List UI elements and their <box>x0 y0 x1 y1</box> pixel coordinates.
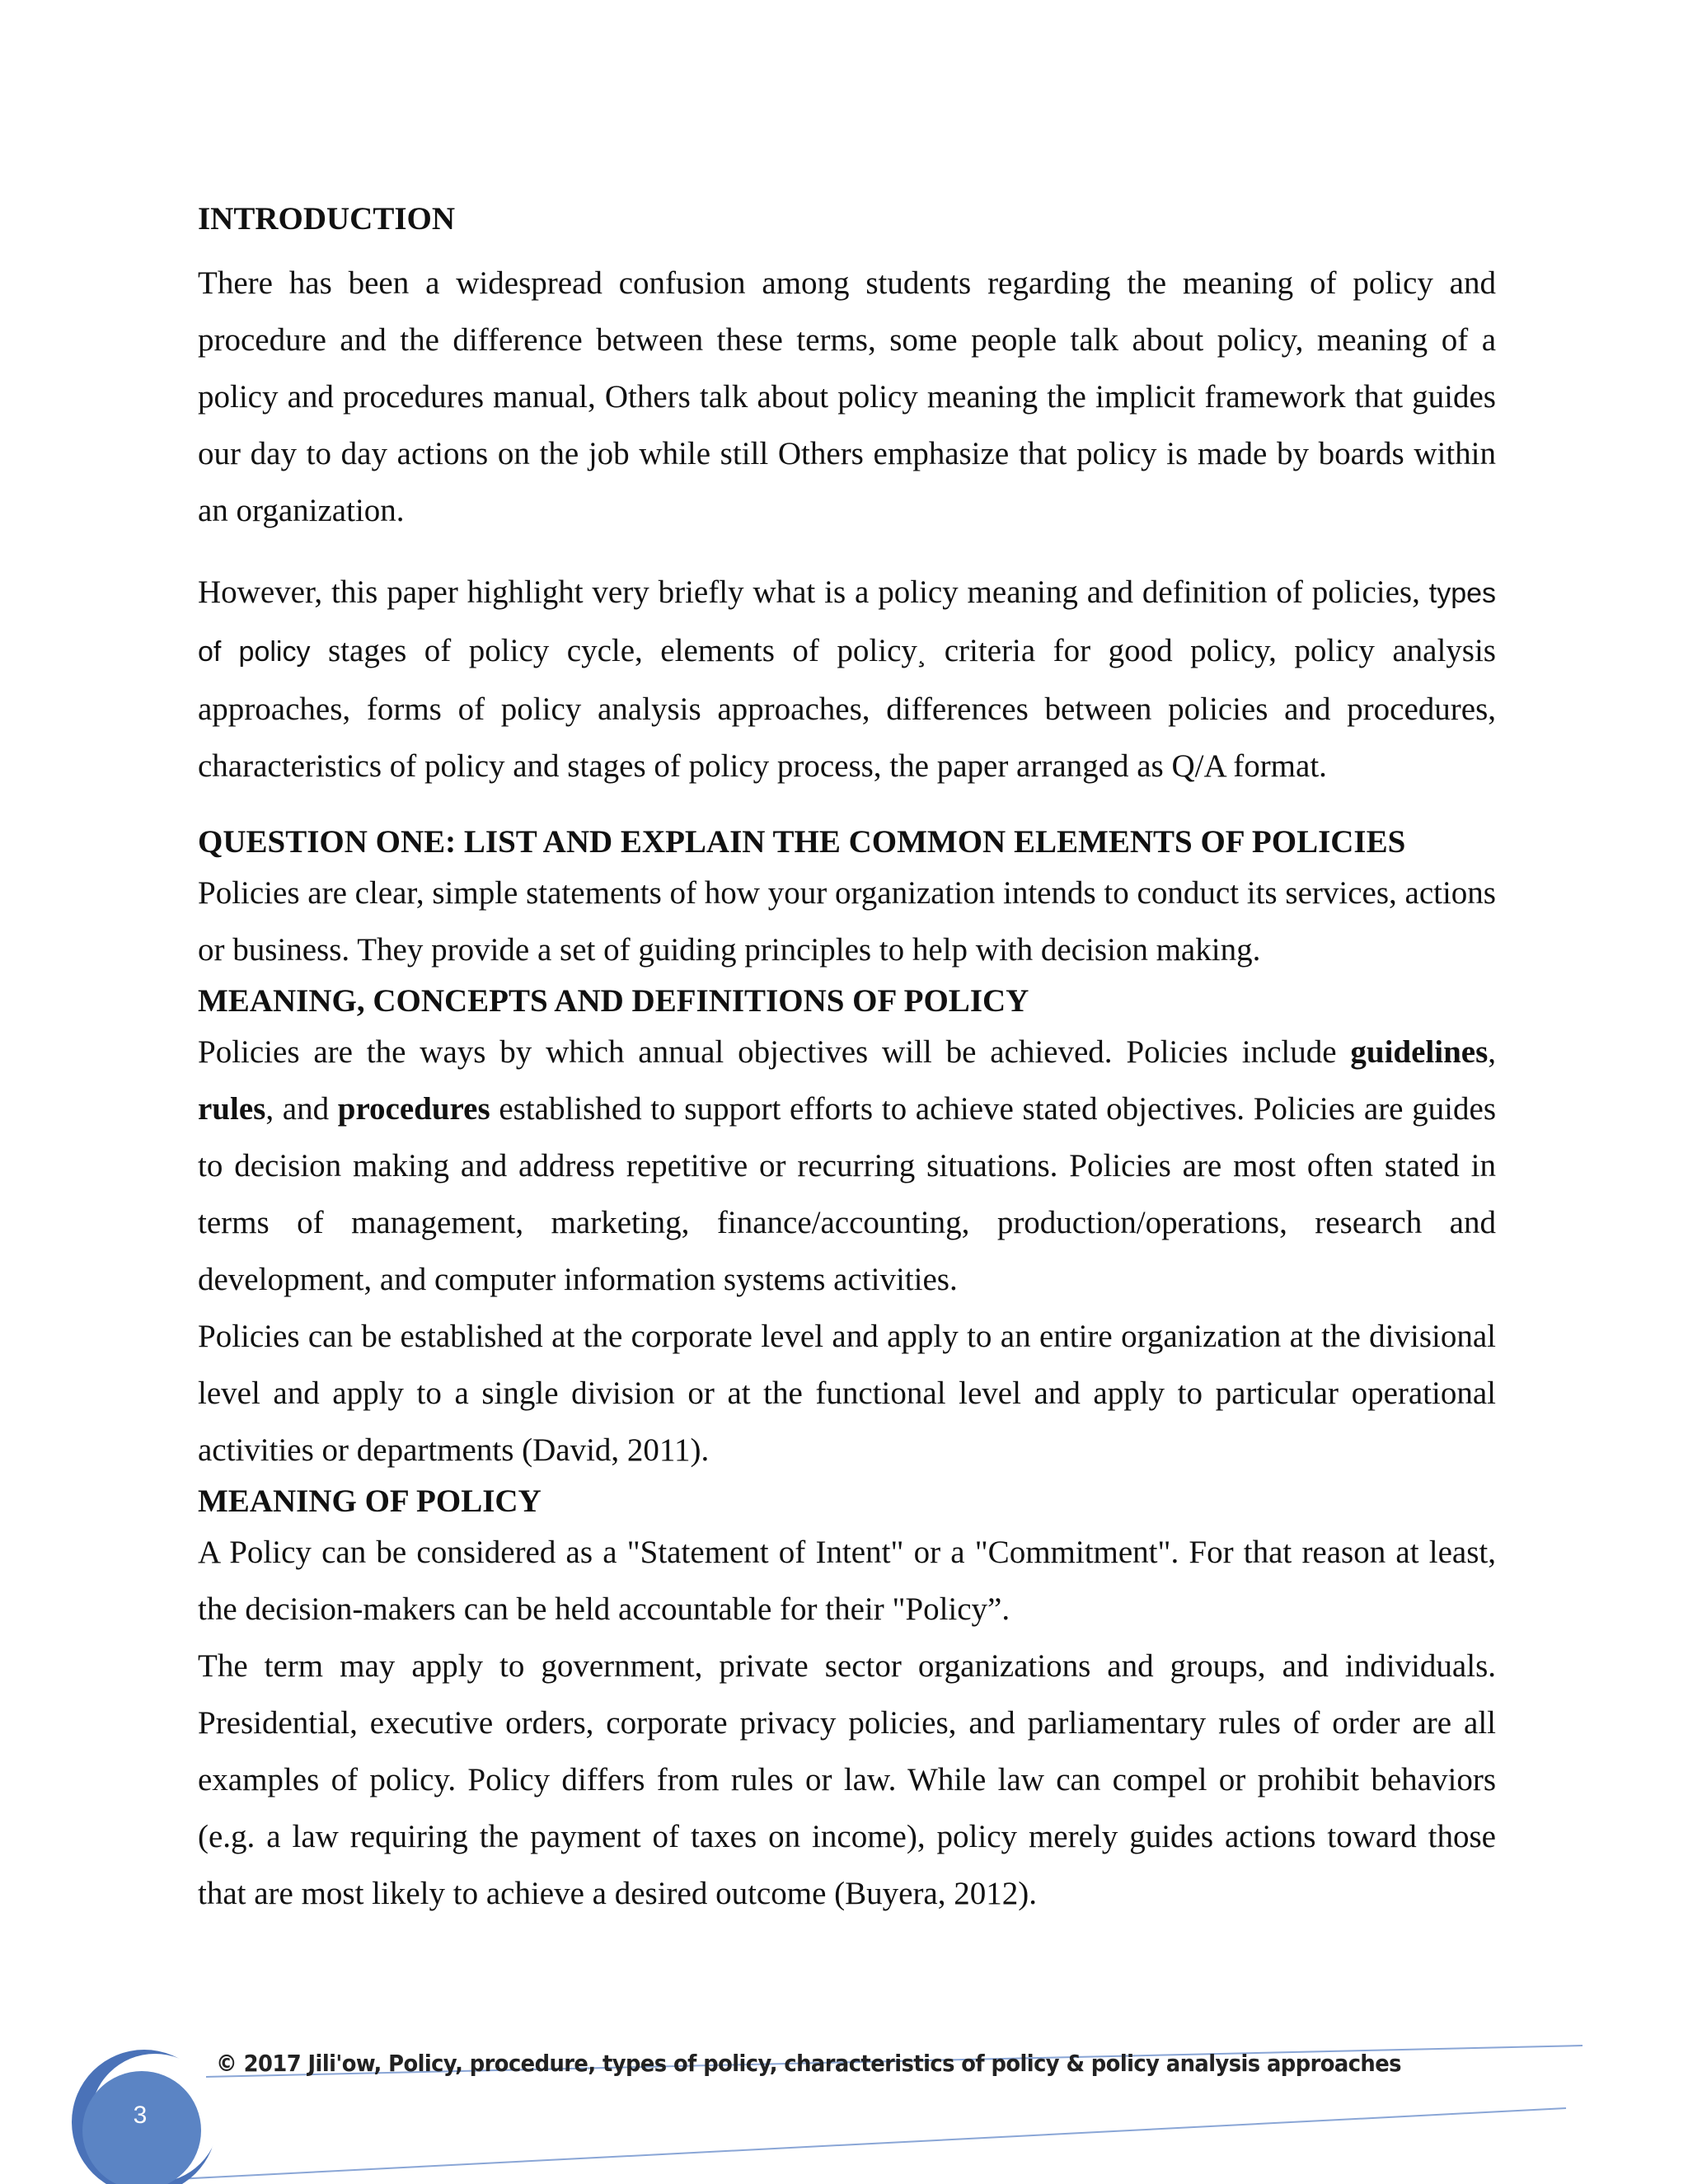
page-number: 3 <box>133 2102 148 2129</box>
concepts-paragraph-2: Policies can be established at the corporate level and apply to an entire organization at the divisional level and apply to a single division or at the functional level and apply to particular operational activities or departments (David, 2011). <box>198 1319 1496 1468</box>
guidelines-bold: guidelines <box>1350 1034 1489 1070</box>
procedures-bold: procedures <box>337 1091 490 1127</box>
concepts-paragraph-1 <box>198 1024 1496 1308</box>
concepts-text-c: , <box>1488 1034 1496 1070</box>
concepts-heading: MEANING, CONCEPTS AND DEFINITIONS OF POLICY <box>198 983 1029 1019</box>
footer-bottom-line <box>161 2108 1566 2180</box>
concepts-text-d: , and <box>265 1091 338 1127</box>
intro-paragraph-2-end: criteria for good policy, policy analysis approaches, forms of policy analysis approaches, differences between policies and procedures, characteristics of policy and stages of policy process, the paper arranged as Q/A format. <box>198 633 1496 784</box>
meaning-heading: MEANING OF POLICY <box>198 1483 542 1519</box>
question-one-paragraph: Policies are clear, simple statements of how your organization intends to conduct its services, actions or business. They provide a set of guiding principles to help with decision making. <box>198 875 1496 968</box>
meaning-paragraph-2: The term may apply to government, private sector organizations and groups, and individuals. Presidential, executive orders, corporate privacy policies, and parliamentary rules of order are all examples of policy. Policy differs from rules or law. While law can compel or prohibit behaviors (e.g. a law requiring the payment of taxes on income), policy merely guides actions toward those that are most likely to achieve a desired outcome (Buyera, 2012). <box>198 1648 1496 1911</box>
footer-copyright: © 2017 Jili'ow, Policy, procedure, types of policy, characteristics of policy & policy analysis approaches <box>216 2050 1401 2077</box>
types-of-policy-text: types of policy <box>198 578 1497 668</box>
intro-paragraph-2 <box>198 564 1496 794</box>
question-one-heading: QUESTION ONE: LIST AND EXPLAIN THE COMMON ELEMENTS OF POLICIES <box>198 824 1406 860</box>
footer-decoration <box>0 2011 1688 2184</box>
intro-paragraph-2-start: However, this paper highlight very briefly what is a policy meaning and definition of policies, <box>198 574 1420 610</box>
page-footer <box>0 2011 1688 2184</box>
rules-bold: rules <box>198 1091 266 1127</box>
concepts-text-a: Policies are the ways by which annual objectives will be achieved. Policies include <box>198 1034 1351 1070</box>
introduction-heading: INTRODUCTION <box>198 201 456 237</box>
intro-paragraph-1: There has been a widespread confusion among students regarding the meaning of policy and procedure and the difference between these terms, some people talk about policy, meaning of a policy and procedures manual, Others talk about policy meaning the implicit framework that guides our day to day actions on the job while still Others emphasize that policy is made by boards within an organization. <box>198 265 1496 528</box>
concepts-text-e: established to support efforts to achieve stated objectives. Policies are guides to decision making and address repetitive or recurring situations. Policies are most often stated in terms of management, marketing, finance/accounting, production/operations, research and development, and computer information systems activities. <box>198 1091 1496 1297</box>
intro-paragraph-2-mid: stages of policy cycle, elements of policy <box>310 633 917 668</box>
document-body <box>198 196 1496 1922</box>
meaning-paragraph-1: A Policy can be considered as a "Statement of Intent" or a "Commitment". For that reason at least, the decision-makers can be held accountable for their "Policy”. <box>198 1535 1496 1627</box>
cedilla-comma: ¸ <box>917 636 927 668</box>
